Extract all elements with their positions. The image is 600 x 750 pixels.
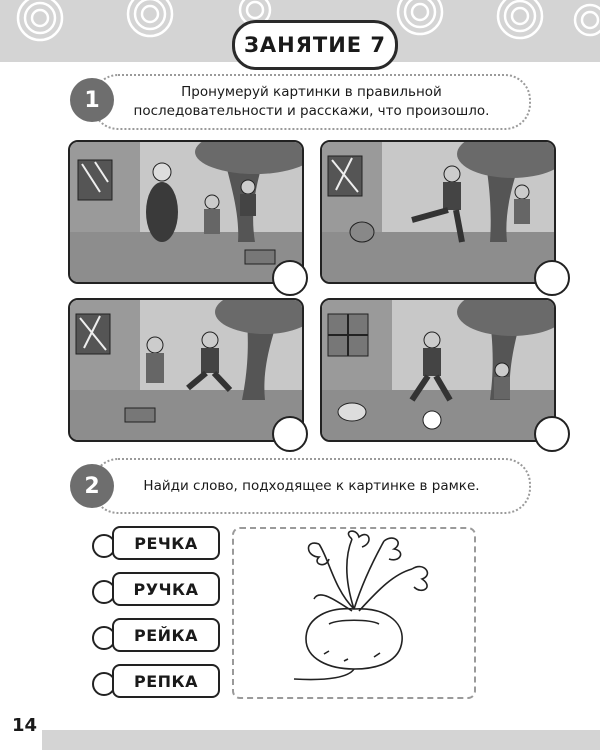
task1-instruction-line2: последовательности и расскажи, что произошло. [133, 103, 490, 119]
task1-number-badge: 1 [70, 78, 114, 122]
picture-boys-run-away [68, 298, 304, 442]
boy-standing-icon [146, 353, 164, 383]
picture2-number-circle[interactable] [534, 260, 570, 296]
word-label: РЕПКА [112, 664, 220, 698]
turnip-icon [234, 529, 474, 697]
picture-boy-kicks-ball-window [320, 140, 556, 284]
boy-kicking-icon [443, 182, 461, 210]
picture-frame [232, 527, 476, 699]
picture4-number-circle[interactable] [534, 416, 570, 452]
task2-instruction: Найди слово, подходящее к картинке в рамке. [143, 477, 480, 494]
word-label: РУЧКА [112, 572, 220, 606]
boy-running-icon [201, 348, 219, 373]
page-number: 14 [12, 715, 38, 736]
grandma-figure-icon [146, 182, 178, 242]
picture3-number-circle[interactable] [272, 416, 308, 452]
task2-instruction-bar [92, 458, 531, 514]
picture1-number-circle[interactable] [272, 260, 308, 296]
footer-band [42, 730, 600, 750]
picture-boys-play-ball [320, 298, 556, 442]
word-label: РЕЙКА [112, 618, 220, 652]
picture-grandma-calls-boys [68, 140, 304, 284]
task2-number-badge: 2 [70, 464, 114, 508]
page-title: ЗАНЯТИЕ 7 [232, 20, 398, 70]
soccer-ball-icon [423, 411, 441, 429]
dog-icon [350, 222, 374, 242]
task1-instruction-line1: Пронумеруй картинки в правильной [181, 84, 442, 100]
word-label: РЕЧКА [112, 526, 220, 560]
task1-instruction-bar [92, 74, 531, 130]
